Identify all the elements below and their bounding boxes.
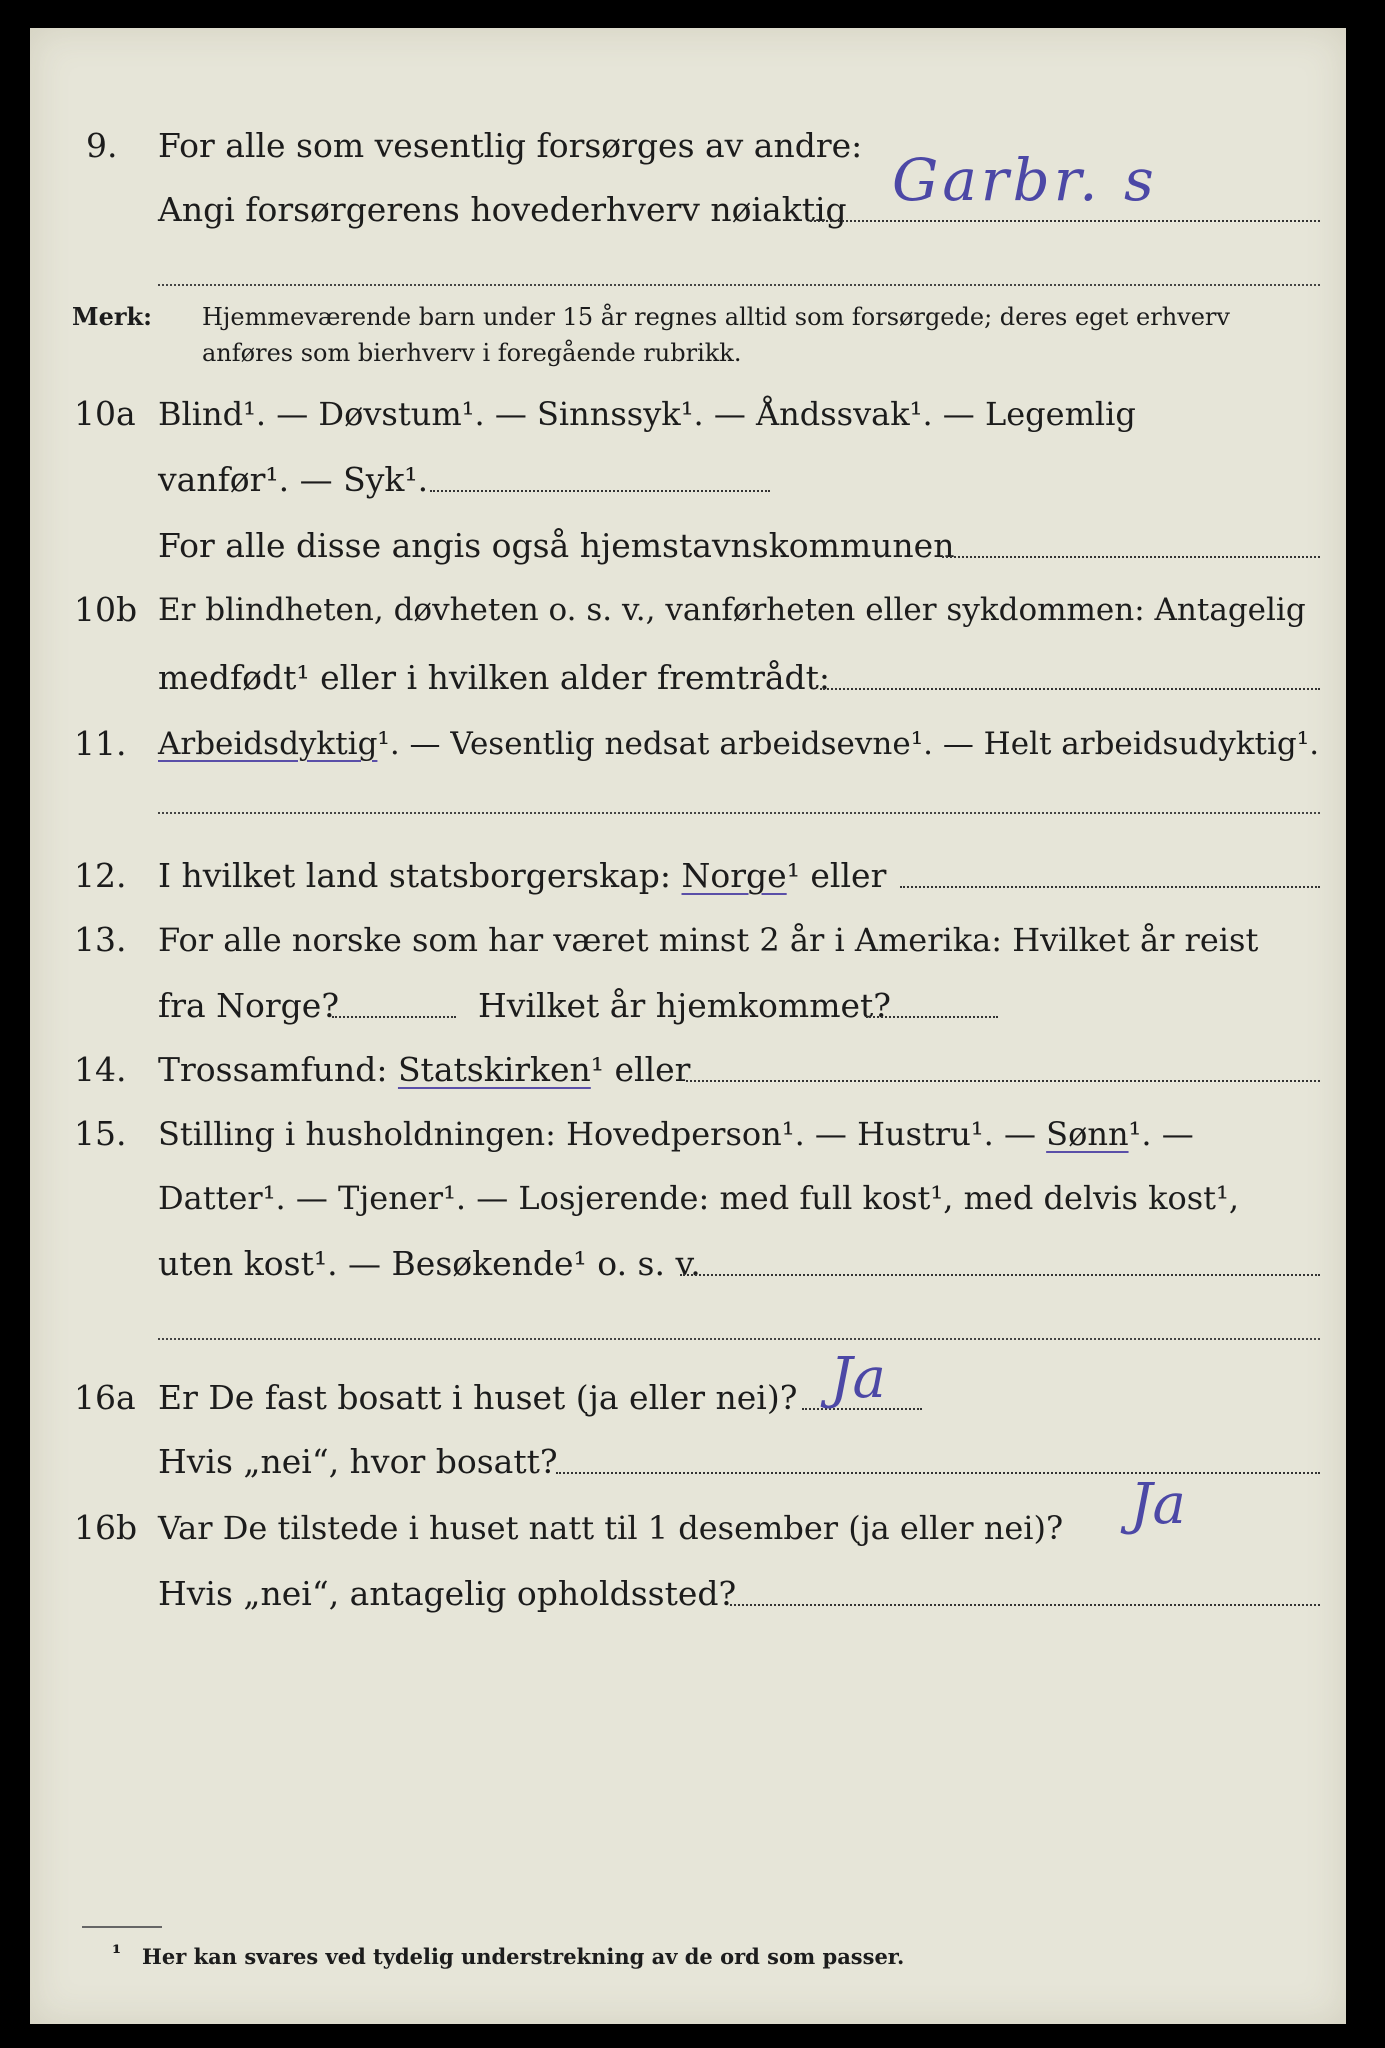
q10a-line2: vanfør¹. — Syk¹.: [158, 460, 429, 499]
q13-left-answer-line: [332, 1016, 456, 1018]
q10b-answer-line: [820, 688, 1320, 690]
q16b-handwritten-answer: Ja: [1130, 1472, 1186, 1537]
merk-label: Merk:: [72, 302, 152, 331]
q9-extra-line: [158, 284, 1320, 286]
q9-number: 9.: [86, 126, 118, 165]
q9-handwritten-answer: Garbr. s: [892, 146, 1158, 214]
q14-underlined-answer: Statskirken: [397, 1050, 591, 1089]
q15-line3: uten kost¹. — Besøkende¹ o. s. v.: [158, 1244, 701, 1283]
q13-right-answer-line: [866, 1016, 998, 1018]
q10b-line2: medfødt¹ eller i hvilken alder fremtrådt:: [158, 658, 831, 697]
q11-text: [158, 724, 1319, 764]
q14-number: 14.: [74, 1050, 127, 1089]
merk-line1: Hjemmeværende barn under 15 år regnes alltid som forsørgede; deres eget erhverv: [202, 303, 1230, 331]
q15-answer-line: [680, 1274, 1320, 1276]
q15-line1-post: ¹. —: [1128, 1115, 1194, 1153]
q14-answer-line: [686, 1080, 1320, 1082]
q10b-line1: Er blindheten, døvheten o. s. v., vanførheten eller sykdommen: Antagelig: [158, 592, 1306, 628]
q16b-line1: Var De tilstede i huset natt til 1 desember (ja eller nei)?: [158, 1509, 1064, 1547]
q16b-line2: Hvis „nei“, antagelig opholdssted?: [158, 1574, 737, 1613]
q10a-hometown-line: [942, 556, 1320, 558]
q15-extra-line: [158, 1338, 1320, 1340]
q9-answer-line: [810, 220, 1320, 222]
q15-line1-pre: Stilling i husholdningen: Hovedperson¹. — Hustru¹. —: [158, 1115, 1036, 1153]
footnote-text: Her kan svares ved tydelig understrekning av de ord som passer.: [142, 1944, 905, 1969]
q15-number: 15.: [74, 1114, 127, 1153]
q12-post: ¹ eller: [786, 856, 887, 895]
q14-post: ¹ eller: [590, 1050, 691, 1089]
q10a-number: 10a: [74, 394, 136, 433]
q12-answer-line: [900, 886, 1320, 888]
q16a-line1: Er De fast bosatt i huset (ja eller nei)?: [158, 1378, 798, 1417]
footnote-rule: [82, 1926, 162, 1928]
q16b-number: 16b: [74, 1508, 138, 1547]
footnote-mark: ¹: [112, 1940, 122, 1965]
q10b-number: 10b: [74, 590, 138, 629]
q9-line2: Angi forsørgerens hovederhverv nøiaktig: [158, 190, 847, 229]
q16a-number: 16a: [74, 1378, 136, 1417]
q14-text: [158, 1050, 690, 1090]
q16a-line2: Hvis „nei“, hvor bosatt?: [158, 1442, 558, 1481]
q11-rest: ¹. — Vesentlig nedsat arbeidsevne¹. — Helt arbeidsudyktig¹.: [377, 726, 1320, 762]
q10a-line1: Blind¹. — Døvstum¹. — Sinnssyk¹. — Åndssvak¹. — Legemlig: [158, 395, 1136, 433]
q13-number: 13.: [74, 920, 127, 959]
q10a-line3: For alle disse angis også hjemstavnskommunen: [158, 526, 955, 565]
q16a-residence-line: [556, 1472, 1320, 1474]
q10a-answer-line: [430, 490, 770, 492]
q11-underlined-answer: Arbeidsdyktig: [158, 726, 378, 762]
q12-underlined-answer: Norge: [681, 856, 787, 895]
q12-text: [158, 856, 886, 896]
census-form-page: [30, 28, 1346, 2024]
q11-extra-line: [158, 812, 1320, 814]
q12-pre: I hvilket land statsborgerskap:: [158, 856, 672, 895]
q13-line2b: Hvilket år hjemkommet?: [478, 986, 891, 1025]
q11-number: 11.: [74, 724, 127, 763]
q16b-location-line: [730, 1604, 1320, 1606]
q15-line1: [158, 1114, 1194, 1154]
q15-line2: Datter¹. — Tjener¹. — Losjerende: med full kost¹, med delvis kost¹,: [158, 1179, 1240, 1217]
q13-line1: For alle norske som har været minst 2 år i Amerika: Hvilket år reist: [158, 921, 1259, 959]
q12-number: 12.: [74, 856, 127, 895]
q9-line1: For alle som vesentlig forsørges av andre:: [158, 126, 863, 165]
q14-pre: Trossamfund:: [158, 1050, 388, 1089]
q13-line2a: fra Norge?: [158, 986, 340, 1025]
merk-line2: anføres som bierhverv i foregående rubrikk.: [202, 339, 742, 367]
q16a-handwritten-answer: Ja: [830, 1346, 886, 1411]
q15-underlined-answer: Sønn: [1046, 1115, 1129, 1153]
